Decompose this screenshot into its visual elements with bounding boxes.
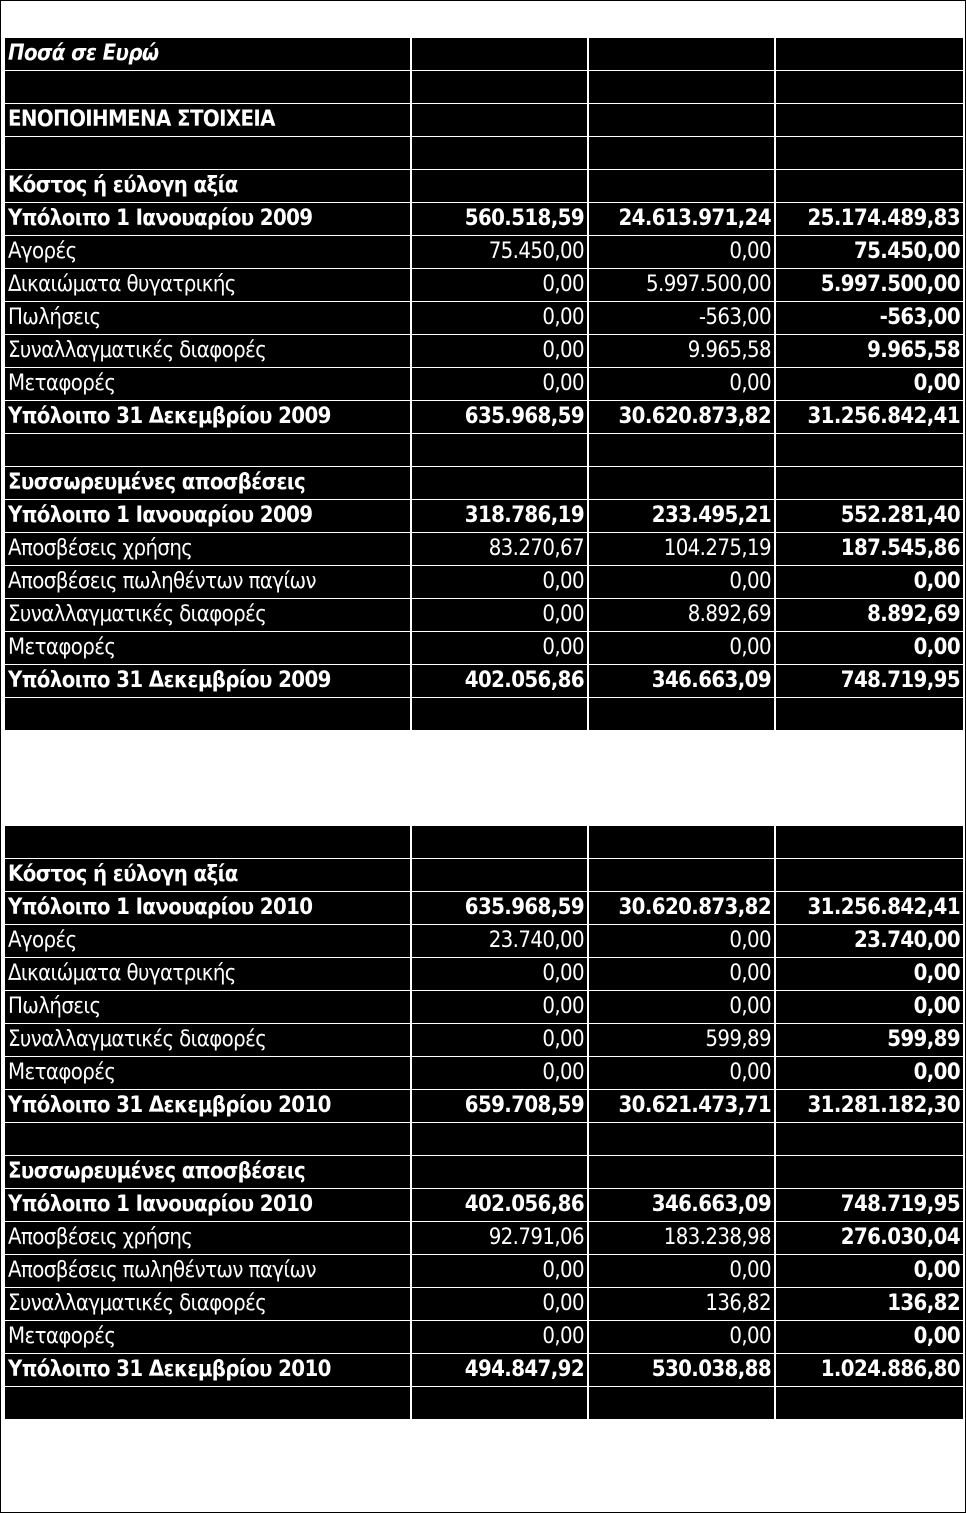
value-column-1: 0,00: [412, 302, 587, 334]
row-label: Υπόλοιπο 1 Ιανουαρίου 2010: [5, 892, 410, 924]
row-label: Υπόλοιπο 1 Ιανουαρίου 2009: [5, 203, 410, 235]
table-row: [5, 1387, 963, 1419]
row-label: Αποσβέσεις χρήσης: [5, 533, 410, 565]
value-total: [776, 104, 963, 136]
row-label: [5, 137, 410, 169]
value-column-1: [412, 71, 587, 103]
value-column-1: 0,00: [412, 335, 587, 367]
row-label: Υπόλοιπο 31 Δεκεμβρίου 2010: [5, 1354, 410, 1386]
value-total: [776, 137, 963, 169]
value-total: [776, 826, 963, 858]
value-column-2: 0,00: [589, 958, 774, 990]
table-row: [5, 467, 963, 499]
table-row: [5, 892, 963, 924]
value-column-1: [412, 1123, 587, 1155]
value-total: 552.281,40: [776, 500, 963, 532]
table-row: [5, 1090, 963, 1122]
row-label: [5, 434, 410, 466]
value-total: 136,82: [776, 1288, 963, 1320]
table-row: [5, 1156, 963, 1188]
row-label: Υπόλοιπο 1 Ιανουαρίου 2009: [5, 500, 410, 532]
table-row: [5, 1024, 963, 1056]
row-label: Υπόλοιπο 31 Δεκεμβρίου 2009: [5, 401, 410, 433]
table-row: [5, 1123, 963, 1155]
value-column-1: 0,00: [412, 1057, 587, 1089]
table-row: [5, 335, 963, 367]
value-column-1: 318.786,19: [412, 500, 587, 532]
value-column-2: 0,00: [589, 1057, 774, 1089]
value-column-2: 30.620.873,82: [589, 892, 774, 924]
value-column-2: [589, 1123, 774, 1155]
value-column-2: 24.613.971,24: [589, 203, 774, 235]
table-row: [5, 368, 963, 400]
row-label: Υπόλοιπο 31 Δεκεμβρίου 2010: [5, 1090, 410, 1122]
value-column-2: 530.038,88: [589, 1354, 774, 1386]
table-row: [5, 859, 963, 891]
value-column-1: 0,00: [412, 1255, 587, 1287]
value-column-1: [412, 859, 587, 891]
row-label: Μεταφορές: [5, 1321, 410, 1353]
table-row: [5, 236, 963, 268]
value-total: [776, 38, 963, 70]
table-row: [5, 1057, 963, 1089]
value-column-1: 635.968,59: [412, 401, 587, 433]
table-row: [5, 533, 963, 565]
row-label: Αποσβέσεις πωληθέντων παγίων: [5, 1255, 410, 1287]
row-label: Αγορές: [5, 925, 410, 957]
value-total: [776, 1123, 963, 1155]
row-label: Μεταφορές: [5, 368, 410, 400]
table-row: [5, 401, 963, 433]
value-column-1: 0,00: [412, 566, 587, 598]
value-column-1: [412, 38, 587, 70]
value-total: [776, 1387, 963, 1419]
row-label: Ποσά σε Ευρώ: [5, 38, 410, 70]
value-column-2: 183.238,98: [589, 1222, 774, 1254]
value-column-2: 0,00: [589, 925, 774, 957]
table-row: [5, 1222, 963, 1254]
table-row: [5, 1354, 963, 1386]
row-label: Κόστος ή εύλογη αξία: [5, 170, 410, 202]
value-column-2: [589, 698, 774, 730]
value-column-1: 0,00: [412, 368, 587, 400]
table-body-2010: [5, 826, 963, 1419]
value-column-2: [589, 170, 774, 202]
table-row: [5, 958, 963, 990]
value-column-1: [412, 698, 587, 730]
table-row: [5, 1255, 963, 1287]
value-column-2: [589, 38, 774, 70]
row-label: Συναλλαγματικές διαφορές: [5, 1024, 410, 1056]
table-row: [5, 566, 963, 598]
value-column-1: 75.450,00: [412, 236, 587, 268]
value-total: [776, 71, 963, 103]
value-column-1: [412, 434, 587, 466]
value-column-2: [589, 104, 774, 136]
row-label: [5, 698, 410, 730]
row-label: Συσσωρευμένες αποσβέσεις: [5, 467, 410, 499]
value-total: [776, 467, 963, 499]
value-column-2: 9.965,58: [589, 335, 774, 367]
value-column-1: 0,00: [412, 991, 587, 1023]
table-row: [5, 71, 963, 103]
row-label: Αποσβέσεις χρήσης: [5, 1222, 410, 1254]
value-total: 75.450,00: [776, 236, 963, 268]
table-row: [5, 170, 963, 202]
value-total: 9.965,58: [776, 335, 963, 367]
row-label: Συναλλαγματικές διαφορές: [5, 1288, 410, 1320]
table-row: [5, 1288, 963, 1320]
value-column-1: 23.740,00: [412, 925, 587, 957]
value-total: 25.174.489,83: [776, 203, 963, 235]
value-column-1: [412, 170, 587, 202]
value-column-1: 494.847,92: [412, 1354, 587, 1386]
value-total: 0,00: [776, 1255, 963, 1287]
value-column-1: 92.791,06: [412, 1222, 587, 1254]
value-column-2: 104.275,19: [589, 533, 774, 565]
value-column-2: 0,00: [589, 368, 774, 400]
row-label: Δικαιώματα θυγατρικής: [5, 958, 410, 990]
value-column-2: [589, 1387, 774, 1419]
value-total: 0,00: [776, 958, 963, 990]
value-column-1: [412, 137, 587, 169]
row-label: Αποσβέσεις πωληθέντων παγίων: [5, 566, 410, 598]
value-total: 0,00: [776, 632, 963, 664]
table-row: [5, 925, 963, 957]
table-row: [5, 302, 963, 334]
table-row: [5, 632, 963, 664]
value-column-2: [589, 467, 774, 499]
value-total: [776, 434, 963, 466]
value-column-1: 0,00: [412, 632, 587, 664]
row-label: Μεταφορές: [5, 1057, 410, 1089]
value-column-1: 0,00: [412, 1024, 587, 1056]
table-row: [5, 991, 963, 1023]
value-column-1: [412, 104, 587, 136]
value-column-1: [412, 1387, 587, 1419]
value-total: 276.030,04: [776, 1222, 963, 1254]
table-row: [5, 38, 963, 70]
row-label: [5, 826, 410, 858]
row-label: Συσσωρευμένες αποσβέσεις: [5, 1156, 410, 1188]
value-column-2: 30.620.873,82: [589, 401, 774, 433]
table-row: [5, 1189, 963, 1221]
value-column-1: 0,00: [412, 1321, 587, 1353]
value-column-2: 0,00: [589, 1321, 774, 1353]
table-row: [5, 104, 963, 136]
row-label: Πωλήσεις: [5, 302, 410, 334]
row-label: Πωλήσεις: [5, 991, 410, 1023]
value-column-1: 402.056,86: [412, 665, 587, 697]
table-row: [5, 665, 963, 697]
value-total: 0,00: [776, 368, 963, 400]
value-column-1: 0,00: [412, 269, 587, 301]
value-column-1: 659.708,59: [412, 1090, 587, 1122]
row-label: Συναλλαγματικές διαφορές: [5, 335, 410, 367]
table-row: [5, 500, 963, 532]
value-column-2: 346.663,09: [589, 1189, 774, 1221]
value-total: 0,00: [776, 1057, 963, 1089]
value-column-2: 5.997.500,00: [589, 269, 774, 301]
value-column-1: 560.518,59: [412, 203, 587, 235]
value-column-2: 30.621.473,71: [589, 1090, 774, 1122]
value-column-2: [589, 859, 774, 891]
fixed-assets-table-2009: [3, 37, 965, 731]
value-total: 748.719,95: [776, 1189, 963, 1221]
row-label: [5, 1123, 410, 1155]
value-column-2: 8.892,69: [589, 599, 774, 631]
value-total: 0,00: [776, 991, 963, 1023]
row-label: Αγορές: [5, 236, 410, 268]
row-label: Υπόλοιπο 31 Δεκεμβρίου 2009: [5, 665, 410, 697]
value-total: 0,00: [776, 566, 963, 598]
value-column-1: [412, 1156, 587, 1188]
value-column-2: [589, 137, 774, 169]
value-total: 0,00: [776, 1321, 963, 1353]
table-row: [5, 698, 963, 730]
value-column-2: [589, 71, 774, 103]
row-label: Μεταφορές: [5, 632, 410, 664]
value-column-2: [589, 434, 774, 466]
value-column-2: 233.495,21: [589, 500, 774, 532]
value-column-2: 0,00: [589, 632, 774, 664]
value-total: [776, 698, 963, 730]
row-label: Υπόλοιπο 1 Ιανουαρίου 2010: [5, 1189, 410, 1221]
value-column-1: [412, 467, 587, 499]
value-column-1: 0,00: [412, 1288, 587, 1320]
row-label: [5, 1387, 410, 1419]
value-total: [776, 1156, 963, 1188]
value-column-2: 0,00: [589, 991, 774, 1023]
value-column-2: 0,00: [589, 566, 774, 598]
row-label: Κόστος ή εύλογη αξία: [5, 859, 410, 891]
value-total: 23.740,00: [776, 925, 963, 957]
value-column-2: [589, 826, 774, 858]
row-label: ΕΝΟΠΟΙΗΜΕΝΑ ΣΤΟΙΧΕΙΑ: [5, 104, 410, 136]
table-body-2009: [5, 38, 963, 730]
value-total: 8.892,69: [776, 599, 963, 631]
row-label: [5, 71, 410, 103]
value-column-1: [412, 826, 587, 858]
value-column-1: 0,00: [412, 599, 587, 631]
value-total: 1.024.886,80: [776, 1354, 963, 1386]
value-total: -563,00: [776, 302, 963, 334]
table-row: [5, 203, 963, 235]
value-column-2: [589, 1156, 774, 1188]
value-total: 748.719,95: [776, 665, 963, 697]
value-column-2: -563,00: [589, 302, 774, 334]
value-total: 187.545,86: [776, 533, 963, 565]
fixed-assets-table-2010: [3, 825, 965, 1420]
value-column-1: 402.056,86: [412, 1189, 587, 1221]
value-column-2: 0,00: [589, 1255, 774, 1287]
table-row: [5, 826, 963, 858]
value-total: [776, 170, 963, 202]
value-total: 599,89: [776, 1024, 963, 1056]
value-total: 5.997.500,00: [776, 269, 963, 301]
value-column-2: 136,82: [589, 1288, 774, 1320]
row-label: Συναλλαγματικές διαφορές: [5, 599, 410, 631]
row-label: Δικαιώματα θυγατρικής: [5, 269, 410, 301]
value-column-2: 346.663,09: [589, 665, 774, 697]
value-column-1: 635.968,59: [412, 892, 587, 924]
table-row: [5, 137, 963, 169]
table-row: [5, 434, 963, 466]
value-total: 31.256.842,41: [776, 892, 963, 924]
table-row: [5, 599, 963, 631]
value-column-1: 0,00: [412, 958, 587, 990]
value-column-2: 0,00: [589, 236, 774, 268]
value-column-1: 83.270,67: [412, 533, 587, 565]
value-total: 31.281.182,30: [776, 1090, 963, 1122]
value-column-2: 599,89: [589, 1024, 774, 1056]
table-row: [5, 1321, 963, 1353]
table-row: [5, 269, 963, 301]
value-total: 31.256.842,41: [776, 401, 963, 433]
value-total: [776, 859, 963, 891]
